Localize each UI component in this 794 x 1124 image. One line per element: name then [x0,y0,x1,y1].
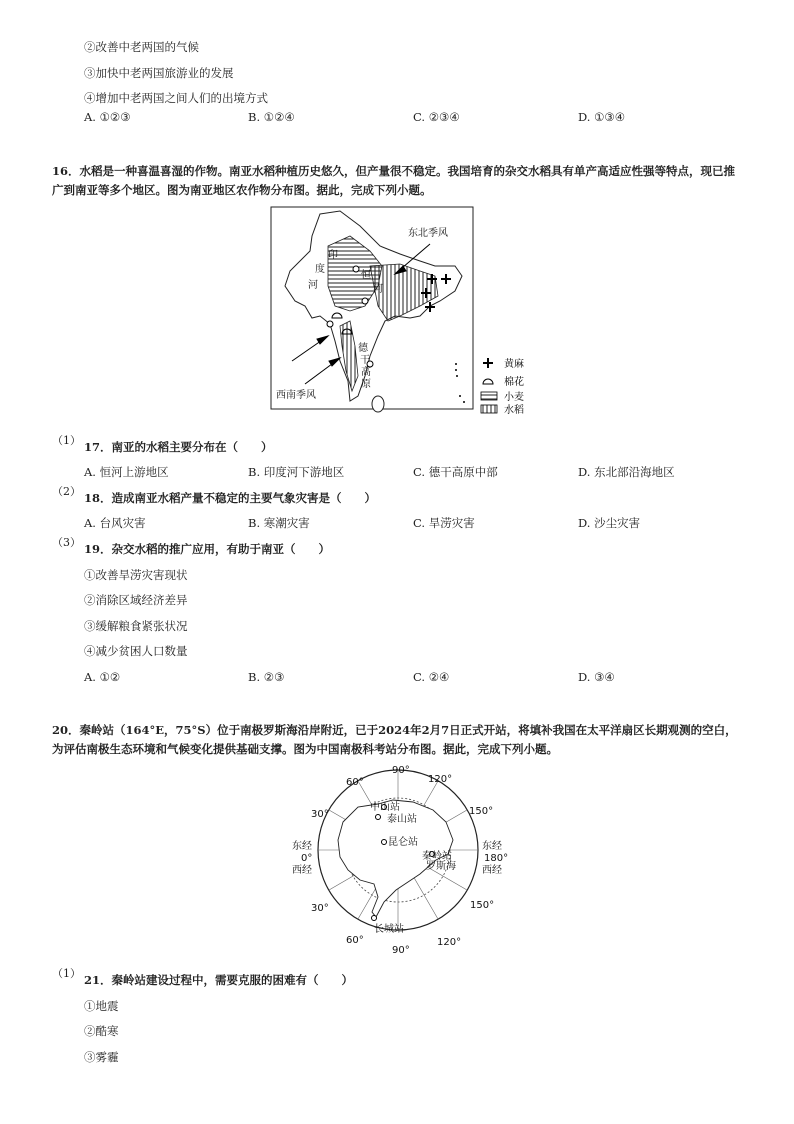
q21-option-3: ③雾霾 [84,1050,119,1064]
legend-cotton: 棉花 [504,377,524,388]
deg-60-bottom: 60° [346,935,364,946]
deg-60-top: 60° [346,777,364,788]
q19-option-4: ④减少贫困人口数量 [84,644,188,658]
deg-150-top: 150° [469,806,494,817]
q15-choice-d[interactable]: D. ①③④ [578,110,626,124]
q19-text: 19．杂交水稻的推广应用，有助于南亚（ ） [84,542,331,556]
q15-choice-b[interactable]: B. ①②④ [248,110,295,124]
label-zhongshan-station: 中山站 [370,802,400,813]
label-gao: 高 [361,367,371,378]
label-gan: 干 [360,355,370,366]
legend-rice: 水稻 [504,405,524,416]
deg-30-bottom: 30° [311,903,329,914]
q19-option-3: ③缓解粮食紧张状况 [84,619,188,633]
q19-choice-d[interactable]: D. ③④ [578,670,615,684]
q19-choice-b[interactable]: B. ②③ [248,670,285,684]
label-west-longitude-right: 西经 [482,865,502,876]
q21-tag: （1） [52,967,81,980]
q19-choice-c[interactable]: C. ②④ [413,670,450,684]
deg-120-bottom: 120° [437,937,462,948]
label-du: 度 [315,264,325,275]
label-de: 德 [358,343,368,354]
label-kunlun-station: 昆仑站 [388,837,418,848]
label-great-wall-station: 长城站 [374,924,404,935]
q19-option-1: ①改善旱涝灾害现状 [84,568,188,582]
deg-30-top: 30° [311,809,329,820]
legend-jute: 黄麻 [504,359,524,370]
label-yin: 印 [328,250,338,261]
q18-choice-c[interactable]: C. 旱涝灾害 [413,516,475,530]
q19-tag: （3） [52,536,81,549]
deg-0: 0° [301,853,313,864]
label-taishan-station: 泰山站 [387,814,417,825]
q17-text: 17．南亚的水稻主要分布在（ ） [84,440,273,454]
label-ross-sea: 罗斯海 [426,861,456,872]
label-heng: 恒 [361,270,371,281]
label-west-longitude-left: 西经 [292,865,312,876]
q18-choice-b[interactable]: B. 寒潮灾害 [248,516,310,530]
deg-90-top: 90° [392,765,410,776]
label-he2: 河 [373,284,383,295]
label-sw-monsoon: 西南季风 [276,390,316,401]
q15-option-4: ④增加中老两国之间人们的出境方式 [84,91,268,105]
legend-wheat: 小麦 [504,392,524,403]
deg-150-bottom: 150° [470,900,495,911]
q18-text: 18．造成南亚水稻产量不稳定的主要气象灾害是（ ） [84,491,377,505]
q19-option-2: ②消除区域经济差异 [84,593,188,607]
q18-choice-d[interactable]: D. 沙尘灾害 [578,516,641,530]
q15-choice-a[interactable]: A. ①②③ [84,110,131,124]
q20-stem: 20．秦岭站（164°E，75°S）位于南极罗斯海沿岸附近，已于2024年2月7日正式开站，将填补我国在太平洋扇区长期观测的空白，为评估南极生态环境和气候变化提供基础支撑。图为中国南极科考站分布图。据此，完成下列小题。 [52,723,737,756]
label-east-longitude-left: 东经 [292,841,312,852]
q21-option-1: ①地震 [84,999,119,1013]
q19-choice-a[interactable]: A. ①② [84,670,121,684]
q18-tag: （2） [52,485,81,498]
deg-90-bottom: 90° [392,945,410,956]
q15-option-3: ③加快中老两国旅游业的发展 [84,66,234,80]
q18-choice-a[interactable]: A. 台风灾害 [84,516,146,530]
label-he1: 河 [308,280,318,291]
map-legend [481,357,524,416]
deg-120-top: 120° [428,774,453,785]
deg-180: 180° [484,853,508,864]
q15-choice-c[interactable]: C. ②③④ [413,110,460,124]
south-asia-crop-map [270,206,532,424]
q17-choice-a[interactable]: A. 恒河上游地区 [84,465,169,479]
label-qinling-station: 秦岭站 [422,851,452,862]
label-east-longitude-right: 东经 [482,841,502,852]
q17-choice-d[interactable]: D. 东北部沿海地区 [578,465,675,479]
q17-choice-b[interactable]: B. 印度河下游地区 [248,465,345,479]
sri-lanka [372,396,384,412]
q15-option-2: ②改善中老两国的气候 [84,40,199,54]
q16-stem: 16．水稻是一种喜温喜湿的作物。南亚水稻种植历史悠久，但产量很不稳定。我国培育的杂交水稻具有单产高适应性强等特点，现已推广到南亚等多个地区。图为南亚地区农作物分布图。据此，完成下列小题。 [52,164,735,197]
q21-text: 21．秦岭站建设过程中，需要克服的困难有（ ） [84,973,354,987]
label-yuan: 原 [361,379,371,390]
antarctica-station-map [288,762,508,958]
q21-option-2: ②酷寒 [84,1024,119,1038]
label-ne-monsoon: 东北季风 [408,228,448,239]
q17-choice-c[interactable]: C. 德干高原中部 [413,465,498,479]
q17-tag: （1） [52,434,81,447]
